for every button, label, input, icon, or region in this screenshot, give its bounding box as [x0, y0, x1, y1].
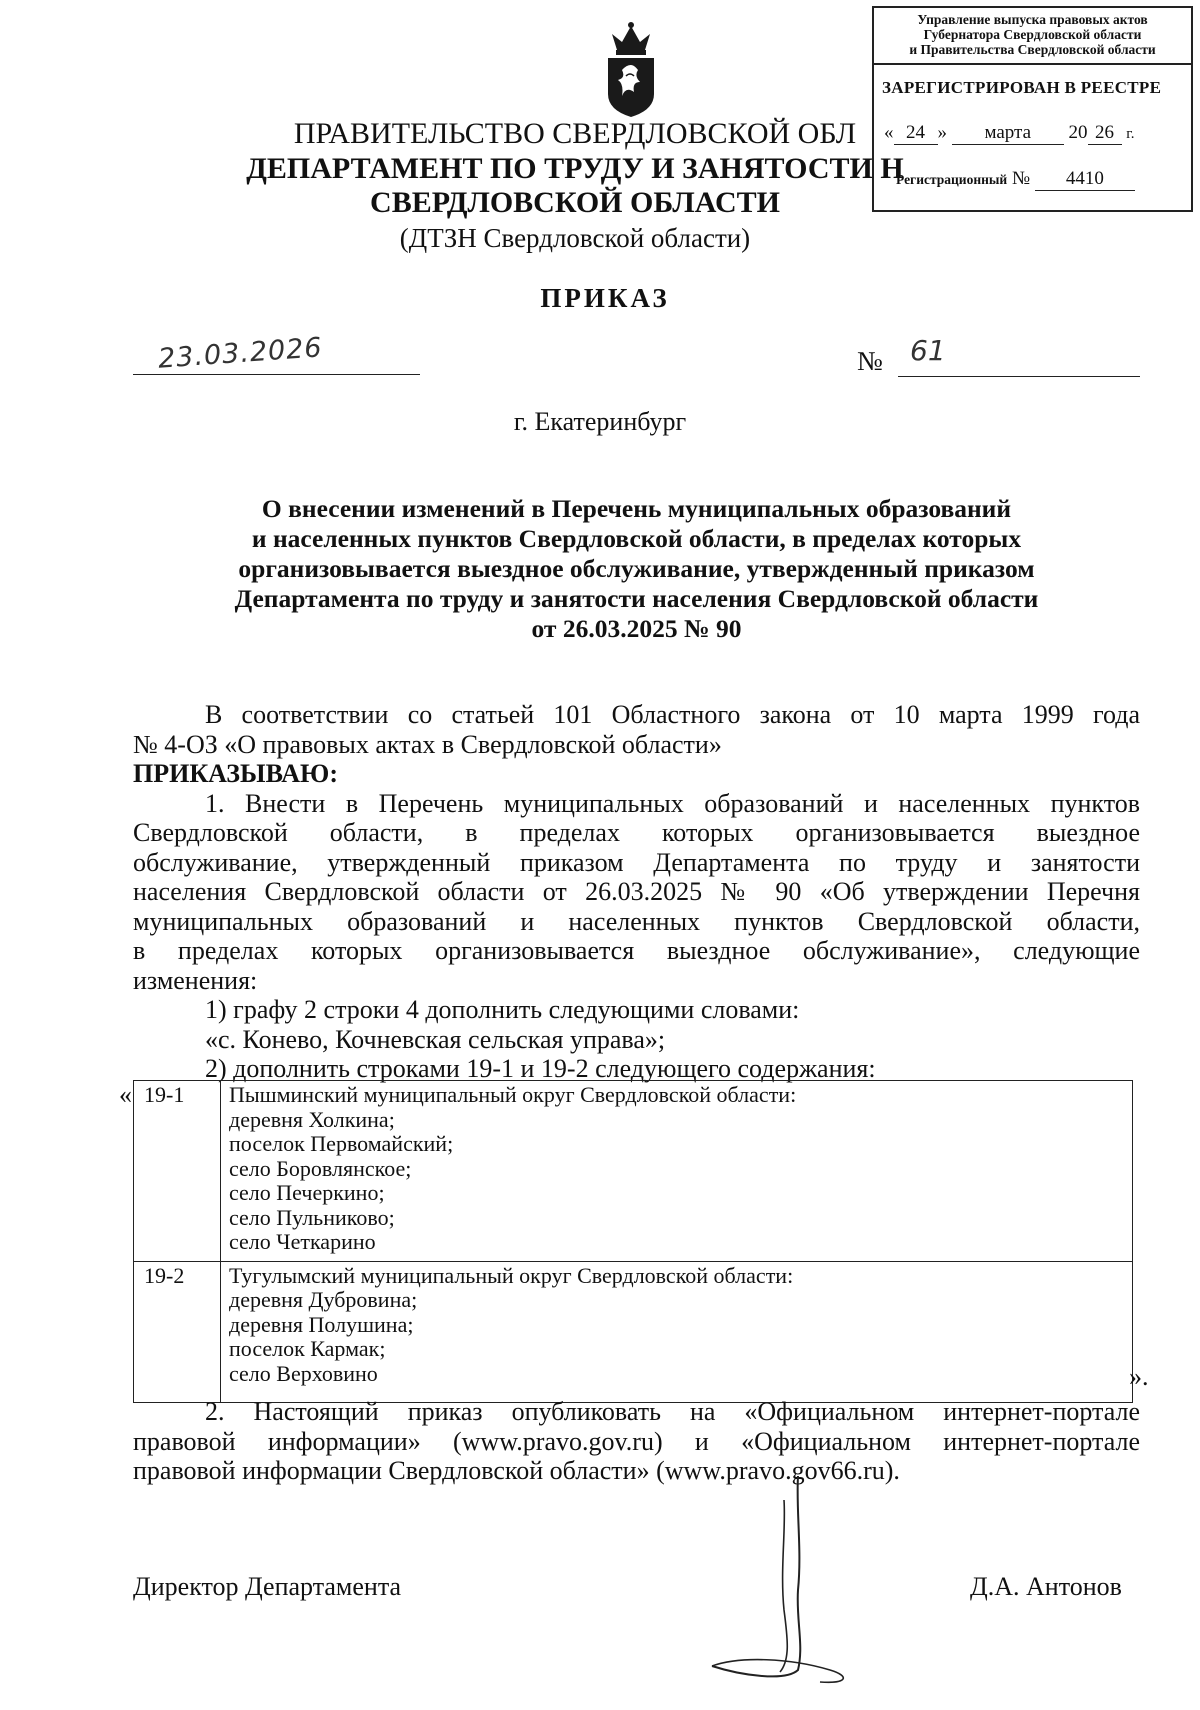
order-title: ПРИКАЗ [540, 283, 670, 313]
order-directive: ПРИКАЗЫВАЮ: [133, 759, 338, 788]
table-row [134, 1261, 1133, 1403]
item-2: 2. Настоящий приказ опубликовать на «Официальном интернет-портале правовой информации» (www.pravo.gov.ru) и «Официальном интернет-портале правовой информации Свердловской области» (www.pravo.gov66.ru). [133, 1397, 1140, 1485]
order-number-label: № [857, 346, 883, 376]
stamp-day: 24 [894, 122, 938, 145]
stamp-date-line: « 24 » марта 20 26 г. [884, 122, 1135, 143]
order-number-handwritten: 61 [910, 334, 946, 367]
row-content: Тугулымский муниципальный округ Свердловской области: деревня Дубровина; деревня Полушина; поселок Кармак; село Верховино [221, 1261, 1133, 1403]
stamp-divider [874, 63, 1191, 65]
table-close-quote: ». [1129, 1362, 1149, 1391]
header-region: СВЕРДЛОВСКОЙ ОБЛАСТИ [370, 186, 780, 219]
basis-paragraph: В соответствии со статьей 101 Областного закона от 10 марта 1999 года № 4-ОЗ «О правовых актах в Свердловской области» ПРИКАЗЫВАЮ: 1. Внести в Перечень муниципальных образований и населенных пунктов Свердловской области, в пределах которых организовывается выездное обслуживание, утвержденный приказом Департамента по труду и занятости населения Свердловской области от 26.03.2025 № 90 «Об утверждении Перечня муниципальных образований и населенных пунктов Свердловской области, в пределах которых организовывается выездное обслуживание», следующие изменения: 1) графу 2 строки 4 дополнить следующими словами: «с. Конево, Кочневская сельская управа»; 2) дополнить строками 19-1 и 19-2 следующего содержания: [133, 700, 1140, 1083]
header-government: ПРАВИТЕЛЬСТВО СВЕРДЛОВСКОЙ ОБЛ [293, 117, 857, 150]
row-number: 19-2 [134, 1261, 221, 1403]
stamp-year: 26 [1088, 122, 1122, 145]
stamp-registration-number: 4410 [1035, 168, 1135, 191]
coat-of-arms-emblem [604, 20, 658, 118]
header-abbreviation: (ДТЗН Свердловской области) [399, 223, 751, 253]
date-line [133, 374, 420, 375]
sub-item-1-text: «с. Конево, Кочневская сельская управа»; [205, 1024, 666, 1054]
number-line [898, 376, 1140, 377]
stamp-organization: Управление выпуска правовых актов Губернатора Свердловской области и Правительства Свердловской области [909, 12, 1156, 57]
order-subject: О внесении изменений в Перечень муниципальных образований и населенных пунктов Свердловской области, в пределах которых организовывается выездное обслуживание, утвержденный приказом Департамента по труду и занятости населения Свердловской области от 26.03.2025 № 90 [234, 494, 1039, 643]
handwritten-signature [680, 1470, 880, 1690]
sub-item-1: 1) графу 2 строки 4 дополнить следующими словами: [205, 995, 800, 1024]
signatory-name: Д.А. Антонов [970, 1572, 1122, 1601]
order-date-handwritten: 23.03.2026 [157, 332, 324, 375]
inserted-rows-table [133, 1080, 1133, 1403]
stamp-month: марта [952, 122, 1064, 145]
item-1: 1. Внести в Перечень муниципальных образований и населенных пунктов [205, 788, 1140, 818]
sub-item-2: 2) дополнить строками 19-1 и 19-2 следующего содержания: [205, 1054, 876, 1083]
header-department: ДЕПАРТАМЕНТ ПО ТРУДУ И ЗАНЯТОСТИ Н [246, 152, 904, 185]
stamp-registered-label: ЗАРЕГИСТРИРОВАН В РЕЕСТРЕ [882, 78, 1162, 97]
row-number: 19-1 [134, 1081, 221, 1262]
row-content: Пышминский муниципальный округ Свердловской области: деревня Холкина; поселок Первомайский; село Боровлянское; село Печеркино; село Пульниково; село Четкарино [221, 1081, 1133, 1262]
table-row [134, 1081, 1133, 1262]
city: г. Екатеринбург [513, 407, 687, 436]
signatory-position: Директор Департамента [133, 1572, 402, 1601]
stamp-registration-number-line: Регистрационный № 4410 [896, 168, 1135, 191]
table-open-quote: « [119, 1080, 132, 1109]
